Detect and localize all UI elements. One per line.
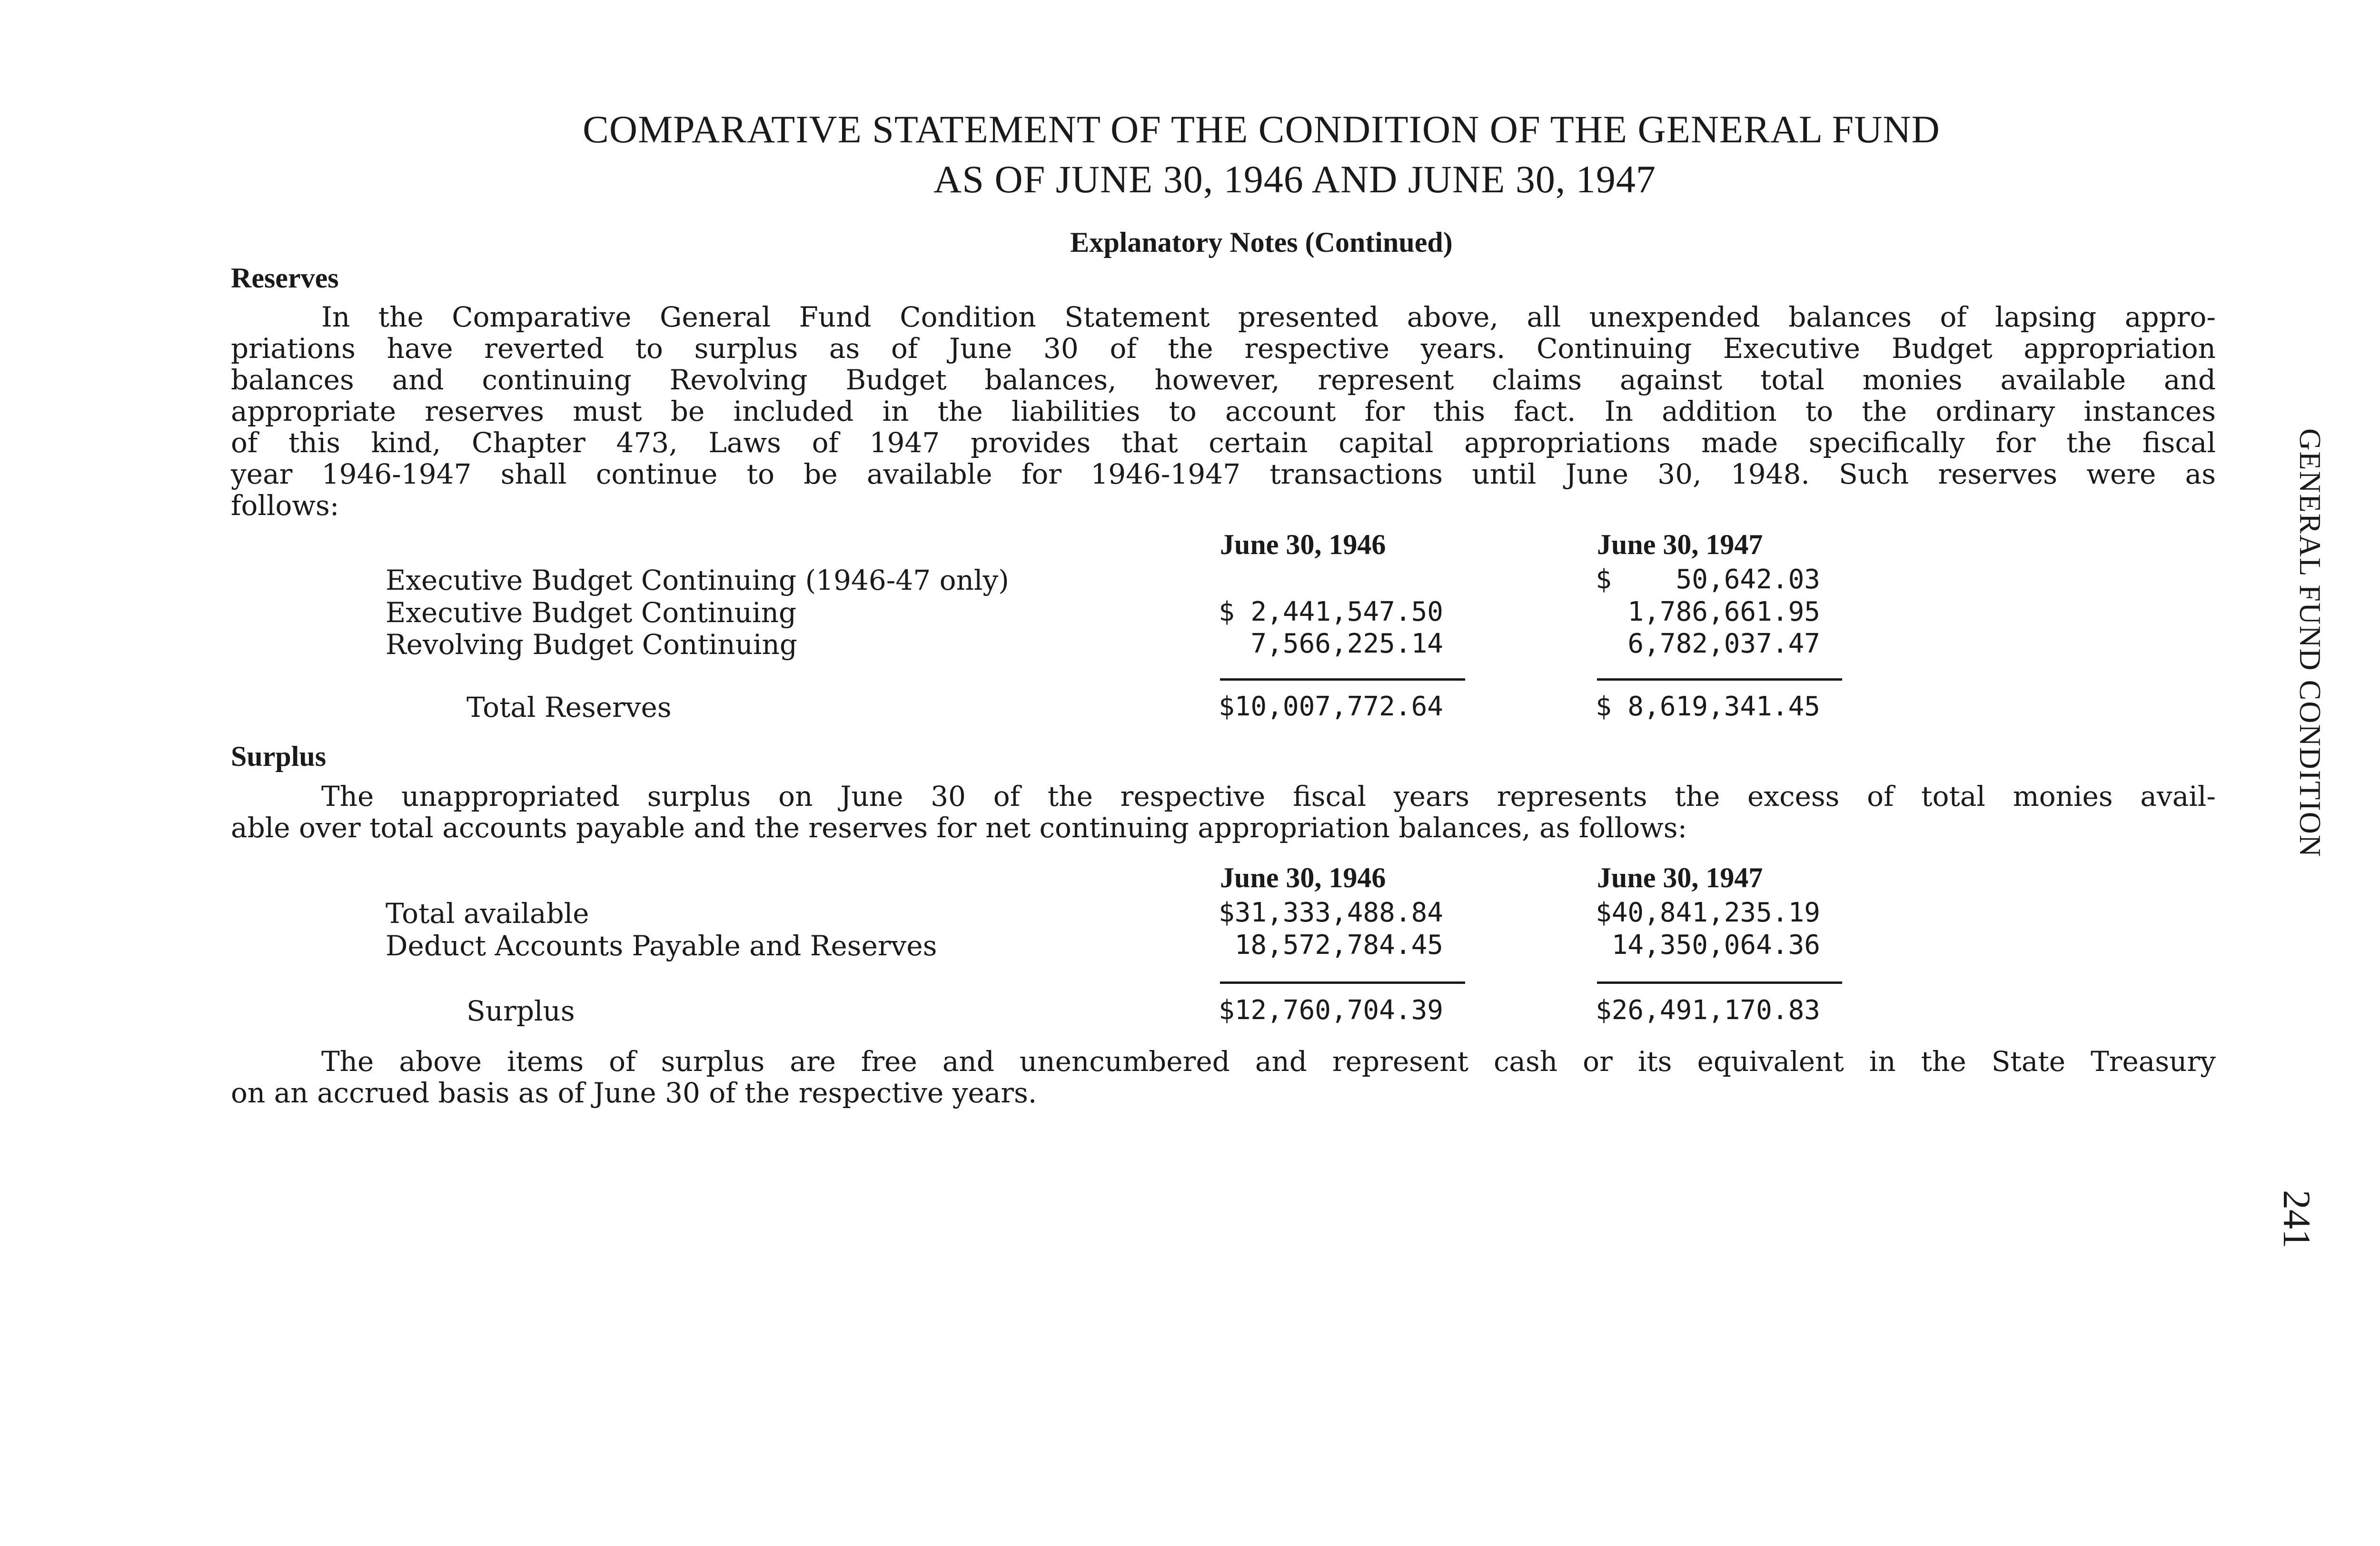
row-value-1947: $40,841,235.19 [1596,897,1821,928]
total-rule-1947 [1597,981,1842,984]
row-value-1947: $ 50,642.03 [1596,564,1821,595]
page-number [2275,1190,2332,1276]
total-label: Total Reserves [466,691,672,723]
reserves-col1-header: June 30, 1946 [1220,529,1386,560]
row-label: Total available [386,897,589,930]
row-label: Deduct Accounts Payable and Reserves [386,930,937,962]
total-value-1946: $12,760,704.39 [1219,995,1444,1026]
surplus-col2-header: June 30, 1947 [1597,862,1763,893]
paragraph-line: balances and continuing Revolving Budget balances, however, represent claims against total monies available and [231,364,2216,396]
paragraph-line: able over total accounts payable and the reserves for net continuing appropriation balances, as follows: [231,812,1687,844]
total-value-1947: $26,491,170.83 [1596,995,1821,1026]
total-row [0,691,2380,723]
paragraph-line: The unappropriated surplus on June 30 of the respective fiscal years represents the excess of total monies avail- [321,780,2216,813]
table-row [0,930,2380,962]
row-value-1946: 18,572,784.45 [1219,930,1444,961]
total-value-1947: $ 8,619,341.45 [1596,691,1821,722]
document-title-line-2: AS OF JUNE 30, 1946 AND JUNE 30, 1947 [933,158,1656,201]
document-subtitle: Explanatory Notes (Continued) [1070,227,1453,258]
row-value-1947: 1,786,661.95 [1596,596,1821,627]
paragraph-line: The above items of surplus are free and unencumbered and represent cash or its equivalent in the State Treasury [321,1045,2216,1078]
surplus-col1-header: June 30, 1946 [1220,862,1386,893]
paragraph-line: In the Comparative General Fund Condition Statement presented above, all unexpended balances of lapsing appro- [321,301,2216,333]
surplus-closing-paragraph [231,1046,2216,1109]
paragraph-line: year 1946-1947 shall continue to be available for 1946-1947 transactions until June 30, 1948. Such reserves were as [231,458,2216,490]
surplus-heading: Surplus [231,741,327,772]
reserves-col2-header: June 30, 1947 [1597,529,1763,560]
row-value-1946: 7,566,225.14 [1219,628,1444,659]
page-number-text: 241 [2275,1190,2319,1249]
table-row [0,596,2380,629]
table-row [0,628,2380,661]
row-label: Executive Budget Continuing [386,596,797,629]
table-row [0,897,2380,930]
reserves-heading: Reserves [231,262,339,294]
total-rule-1946 [1220,678,1465,681]
document-title-line-1: COMPARATIVE STATEMENT OF THE CONDITION OF THE GENERAL FUND [583,108,1940,151]
row-label: Revolving Budget Continuing [386,628,798,661]
reserves-paragraph [231,301,2216,521]
row-label: Executive Budget Continuing (1946-47 only) [386,564,1009,596]
running-head-text: GENERAL FUND CONDITION [2293,428,2327,858]
table-row [0,564,2380,596]
paragraph-line: appropriate reserves must be included in the liabilities to account for this fact. In addition to the ordinary instances [231,395,2216,427]
total-label: Surplus [466,995,575,1027]
surplus-paragraph [231,781,2216,843]
total-row [0,995,2380,1027]
running-head [2294,428,2332,961]
row-value-1947: 6,782,037.47 [1596,628,1821,659]
paragraph-line: follows: [231,489,339,522]
total-rule-1946 [1220,981,1465,984]
total-rule-1947 [1597,678,1842,681]
total-value-1946: $10,007,772.64 [1219,691,1444,722]
row-value-1946: $31,333,488.84 [1219,897,1444,928]
paragraph-line: of this kind, Chapter 473, Laws of 1947 provides that certain capital appropriations made specifically for the fiscal [231,426,2216,459]
row-value-1946: $ 2,441,547.50 [1219,596,1444,627]
paragraph-line: priations have reverted to surplus as of June 30 of the respective years. Continuing Executive Budget appropriation [231,332,2216,365]
row-value-1947: 14,350,064.36 [1596,930,1821,961]
paragraph-line: on an accrued basis as of June 30 of the respective years. [231,1077,1037,1109]
